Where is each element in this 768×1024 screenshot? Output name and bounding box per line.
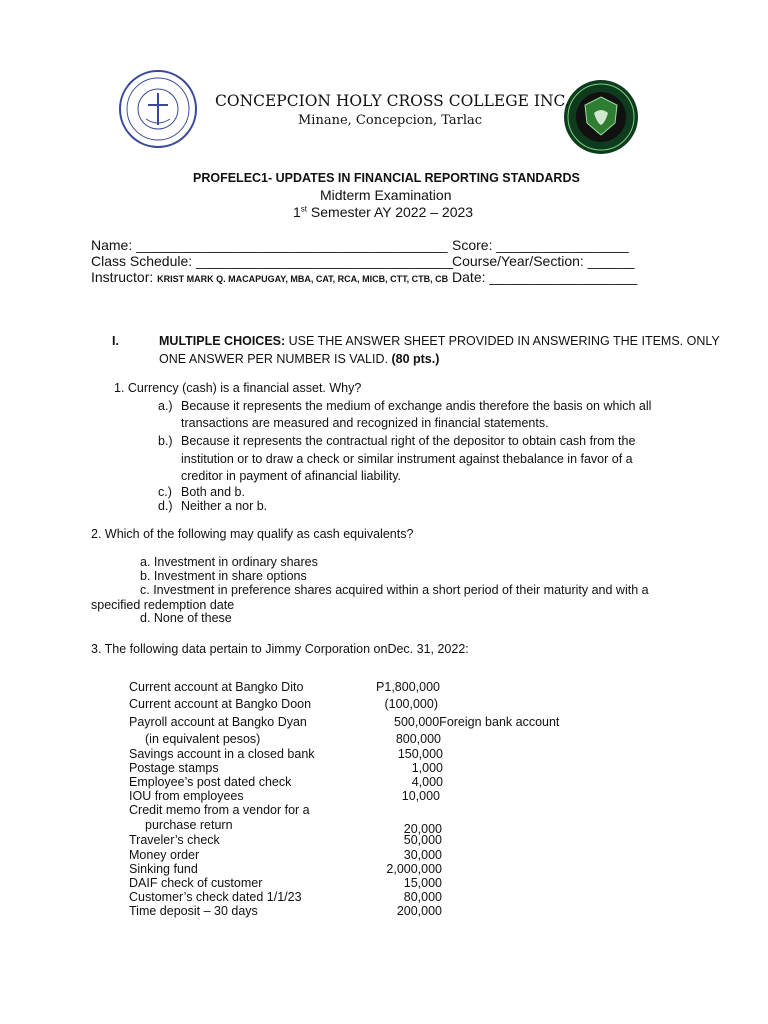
q1-b-line3: creditor in payment of afinancial liability. — [181, 469, 402, 483]
q1-c-text: Both and b. — [181, 485, 245, 499]
q3-item-label: Customer’s check dated 1/1/23 — [129, 890, 302, 904]
q3-item-label: Payroll account at Bangko Dyan — [129, 715, 307, 729]
score-field[interactable]: Score: _________________ — [452, 237, 629, 253]
q3-item-label: DAIF check of customer — [129, 876, 263, 890]
q3-item-amount: 150,000 — [397, 747, 443, 761]
section-points: (80 pts.) — [391, 352, 440, 366]
q3-question: 3. The following data pertain to Jimmy Corporation onDec. 31, 2022: — [91, 642, 469, 656]
q3-item-amount: 800,000 — [395, 732, 441, 746]
class-schedule-field[interactable]: Class Schedule: _________________________________ — [91, 253, 453, 269]
date-field[interactable]: Date: ___________________ — [452, 269, 638, 285]
instructor-label: Instructor: — [91, 269, 154, 285]
q3-item-label: Postage stamps — [129, 761, 219, 775]
college-seal-logo — [118, 69, 198, 149]
q3-item-label: Money order — [129, 848, 200, 862]
q1-d-label: d.) — [158, 499, 173, 513]
q1-question: 1. Currency (cash) is a financial asset. Why? — [114, 381, 362, 395]
instructor-line — [91, 269, 637, 285]
semester-number: 1 — [293, 204, 301, 220]
q3-item-amount: P1,800,000 — [376, 680, 440, 694]
course-title: PROFELEC1- UPDATES IN FINANCIAL REPORTING STANDARDS — [193, 171, 580, 185]
section-heading-bold: MULTIPLE CHOICES: — [159, 334, 286, 348]
section-heading-line2-text: ONE ANSWER PER NUMBER IS VALID. — [159, 352, 392, 366]
q3-item-label: purchase return — [145, 818, 233, 832]
q1-a-line1: Because it represents the medium of exchange andis therefore the basis on which all — [181, 399, 652, 413]
q3-item-amount: 10,000 — [401, 789, 440, 803]
q3-item-amount: 50,000 — [403, 833, 442, 847]
q2-option-a: a. Investment in ordinary shares — [140, 555, 318, 569]
q3-item-label: Employee’s post dated check — [129, 775, 292, 789]
q3-item-label: Sinking fund — [129, 862, 198, 876]
q2-option-d: d. None of these — [140, 611, 232, 625]
q3-item-amount: 20,000 — [403, 822, 442, 836]
q3-item-amount: 1,000 — [411, 761, 443, 775]
name-field[interactable]: Name: ________________________________________ — [91, 237, 448, 253]
q1-b-line2: institution or to draw a check or similar instrument against thebalance in favor of a — [181, 452, 633, 466]
q3-item-amount: 200,000 — [396, 904, 442, 918]
q2-option-c-line2: specified redemption date — [91, 598, 235, 612]
q3-item-label: (in equivalent pesos) — [145, 732, 261, 746]
course-year-section-field[interactable]: Course/Year/Section: ______ — [452, 253, 635, 269]
q3-item-amount: 80,000 — [403, 890, 442, 904]
q3-item-label: Current account at Bangko Dito — [129, 680, 304, 694]
q2-question: 2. Which of the following may qualify as cash equivalents? — [91, 527, 414, 541]
q3-item-amount: 2,000,000 — [386, 862, 442, 876]
exam-title: Midterm Examination — [320, 187, 452, 203]
semester-line — [293, 204, 473, 220]
q1-b-line1: Because it represents the contractual right of the depositor to obtain cash from the — [181, 434, 636, 448]
semester-suffix: st — [300, 204, 308, 214]
q1-a-label: a.) — [158, 399, 173, 413]
section-heading-line2 — [159, 352, 439, 366]
college-name: CONCEPCION HOLY CROSS COLLEGE INC. — [215, 92, 570, 110]
q1-a-line2: transactions are measured and recognized in financial statements. — [181, 416, 549, 430]
department-emblem-logo — [563, 79, 639, 155]
college-address: Minane, Concepcion, Tarlac — [298, 113, 483, 128]
q2-option-b: b. Investment in share options — [140, 569, 307, 583]
q3-item-amount: 500,000Foreign bank account — [394, 715, 560, 729]
q3-item-amount: 4,000 — [411, 775, 443, 789]
instructor-name: KRIST MARK Q. MACAPUGAY, MBA, CAT, RCA, MICB, CTT, CTB, CB — [157, 274, 449, 284]
q2-option-c-line1: c. Investment in preference shares acquired within a short period of their maturity and with a — [140, 583, 649, 597]
q3-item-amount: (100,000) — [384, 697, 438, 711]
q1-c-label: c.) — [158, 485, 172, 499]
section-heading — [159, 334, 720, 348]
section-heading-rest: USE THE ANSWER SHEET PROVIDED IN ANSWERING THE ITEMS. ONLY — [285, 334, 720, 348]
q3-item-label: Current account at Bangko Doon — [129, 697, 312, 711]
q3-item-amount: 15,000 — [403, 876, 442, 890]
semester-text: Semester AY 2022 – 2023 — [307, 204, 474, 220]
q3-item-label: IOU from employees — [129, 789, 244, 803]
q1-d-text: Neither a nor b. — [181, 499, 268, 513]
section-numeral: I. — [112, 334, 119, 348]
q3-item-amount: 30,000 — [403, 848, 442, 862]
q3-item-label: Savings account in a closed bank — [129, 747, 315, 761]
q3-item-label: Credit memo from a vendor for a — [129, 803, 310, 817]
q3-item-label: Traveler’s check — [129, 833, 220, 847]
q3-item-label: Time deposit – 30 days — [129, 904, 258, 918]
q1-b-label: b.) — [158, 434, 173, 448]
